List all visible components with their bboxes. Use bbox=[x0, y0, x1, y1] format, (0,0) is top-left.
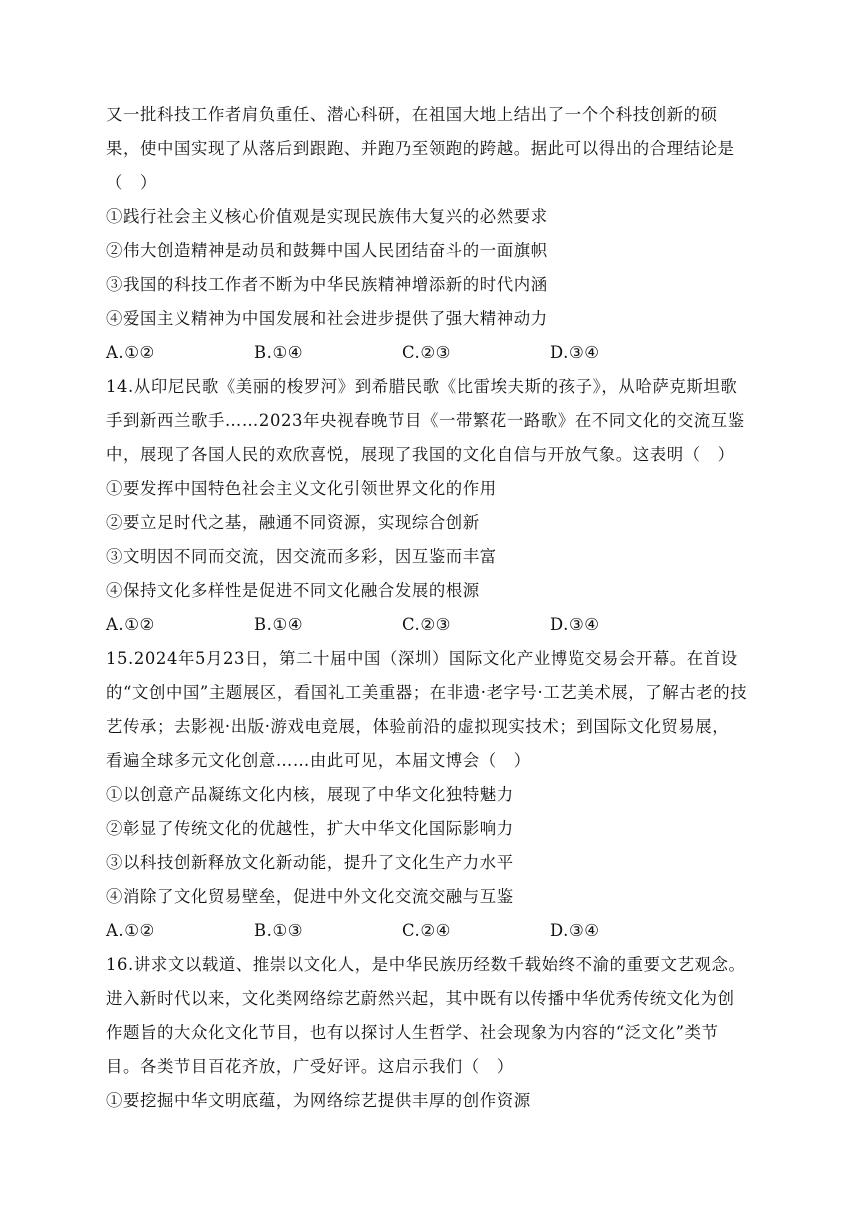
statement: ①践行社会主义核心价值观是实现民族伟大复兴的必然要求 bbox=[106, 207, 548, 226]
question-text-line: 手到新西兰歌手……2023年央视春晚节目《一带繁花一路歌》在不同文化的交流互鉴 bbox=[106, 411, 745, 430]
question-14 bbox=[106, 370, 766, 642]
statement: ④消除了文化贸易壁垒，促进中外文化交流交融与互鉴 bbox=[106, 887, 514, 906]
question-text-line: 15.2024年5月23日，第二十届中国（深圳）国际文化产业博览交易会开幕。在首设 bbox=[106, 649, 738, 668]
statement: ②要立足时代之基，融通不同资源，实现综合创新 bbox=[106, 513, 480, 532]
question-text-line: 进入新时代以来，文化类网络综艺蔚然兴起，其中既有以传播中华优秀传统文化为创 bbox=[106, 989, 735, 1008]
statement: ②彰显了传统文化的优越性，扩大中华文化国际影响力 bbox=[106, 819, 514, 838]
question-13 bbox=[106, 98, 766, 370]
statement: ③以科技创新释放文化新动能，提升了文化生产力水平 bbox=[106, 853, 514, 872]
option-c: C.②④ bbox=[402, 921, 451, 940]
option-d: D.③④ bbox=[550, 615, 600, 634]
option-a: A.①② bbox=[106, 921, 155, 940]
question-text-line: 作题旨的大众化文化节目，也有以探讨人生哲学、社会现象为内容的“泛文化”类节 bbox=[106, 1023, 719, 1042]
option-c: C.②③ bbox=[402, 343, 451, 362]
option-a: A.①② bbox=[106, 343, 155, 362]
statement: ②伟大创造精神是动员和鼓舞中国人民团结奋斗的一面旗帜 bbox=[106, 241, 548, 260]
question-text-line: 中，展现了各国人民的欢欣喜悦，展现了我国的文化自信与开放气象。这表明（ ） bbox=[106, 445, 735, 464]
option-d: D.③④ bbox=[550, 343, 600, 362]
question-text-line: 16.讲求文以载道、推崇以文化人，是中华民族历经数千载始终不渝的重要文艺观念。 bbox=[106, 955, 746, 974]
statement: ①要挖掘中华文明底蕴，为网络综艺提供丰厚的创作资源 bbox=[106, 1091, 531, 1110]
question-text-line: 艺传承；去影视·出版·游戏电竞展，体验前沿的虚拟现实技术；到国际文化贸易展， bbox=[106, 717, 730, 736]
statement: ④保持文化多样性是促进不同文化融合发展的根源 bbox=[106, 581, 480, 600]
option-b: B.①④ bbox=[254, 343, 304, 362]
statement: ①以创意产品凝练文化内核，展现了中华文化独特魅力 bbox=[106, 785, 514, 804]
statement: ③我国的科技工作者不断为中华民族精神增添新的时代内涵 bbox=[106, 275, 548, 294]
statement: ④爱国主义精神为中国发展和社会进步提供了强大精神动力 bbox=[106, 309, 548, 328]
question-text-line: 目。各类节目百花齐放，广受好评。这启示我们（ ） bbox=[106, 1057, 514, 1076]
question-text-line: 看遍全球多元文化创意……由此可见，本届文博会（ ） bbox=[106, 751, 531, 770]
question-text-line: （ ） bbox=[106, 173, 157, 192]
option-c: C.②③ bbox=[402, 615, 451, 634]
question-text-line: 14.从印尼民歌《美丽的梭罗河》到希腊民歌《比雷埃夫斯的孩子》，从哈萨克斯坦歌 bbox=[106, 377, 738, 396]
answer-options bbox=[106, 336, 766, 370]
answer-options bbox=[106, 608, 766, 642]
option-a: A.①② bbox=[106, 615, 155, 634]
question-15 bbox=[106, 642, 766, 948]
option-b: B.①④ bbox=[254, 615, 304, 634]
statement: ③文明因不同而交流，因交流而多彩，因互鉴而丰富 bbox=[106, 547, 497, 566]
statement: ①要发挥中国特色社会主义文化引领世界文化的作用 bbox=[106, 479, 497, 498]
question-text-line: 的“文创中国”主题展区，看国礼工美重器；在非遗·老字号·工艺美术展，了解古老的技 bbox=[106, 683, 748, 702]
option-d: D.③④ bbox=[550, 921, 600, 940]
option-b: B.①③ bbox=[254, 921, 304, 940]
answer-options bbox=[106, 914, 766, 948]
document-page bbox=[106, 98, 766, 1118]
question-text-line: 果，使中国实现了从落后到跟跑、并跑乃至领跑的跨越。据此可以得出的合理结论是 bbox=[106, 139, 735, 158]
question-text-line: 又一批科技工作者肩负重任、潜心科研，在祖国大地上结出了一个个科技创新的硕 bbox=[106, 105, 718, 124]
question-16 bbox=[106, 948, 766, 1118]
